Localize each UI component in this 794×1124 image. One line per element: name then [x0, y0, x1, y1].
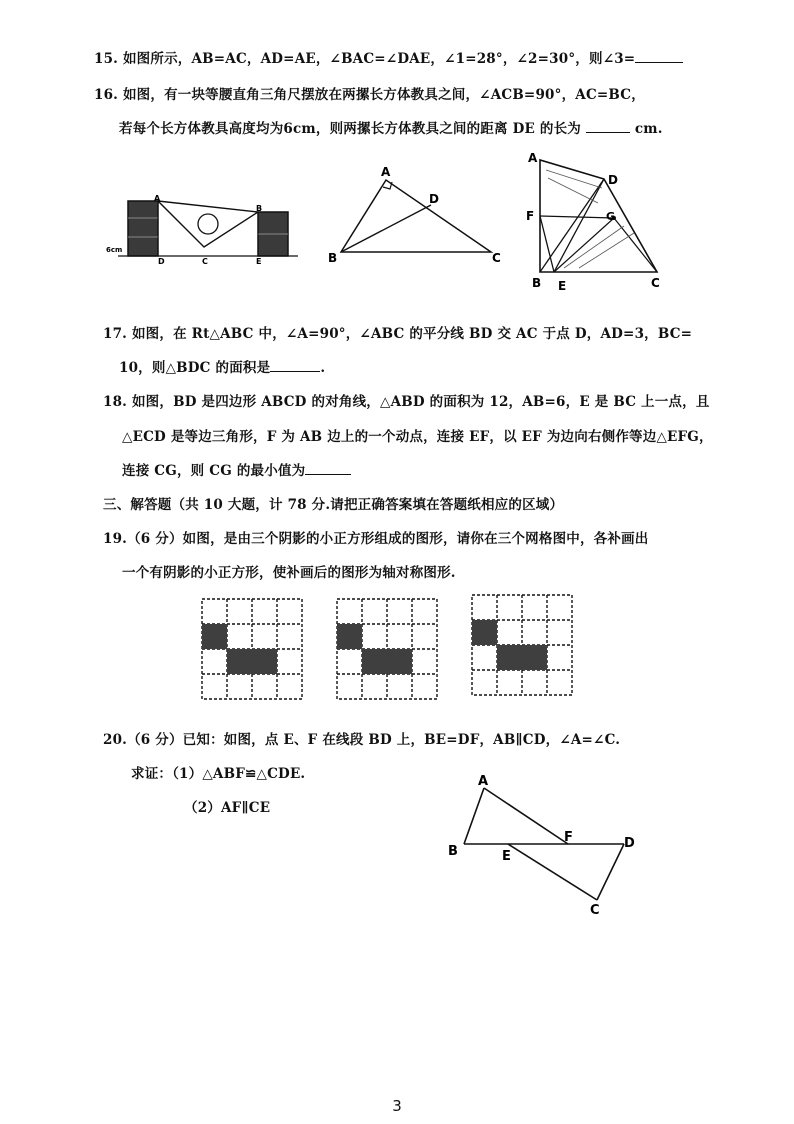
- grid-figure-1[interactable]: [201, 598, 303, 700]
- q17-line2-text: 10，则△BDC 的面积是: [119, 360, 271, 376]
- triangle-ruler: [158, 201, 258, 247]
- question-16-line1: 16. 如图，有一块等腰直角三角尺摆放在两摞长方体教具之间，∠ACB=90°，AC=BC，: [94, 87, 645, 103]
- fig16-label-a: A: [154, 194, 161, 203]
- figure-18: [524, 148, 674, 293]
- page-number: 3: [392, 1097, 402, 1115]
- fig20-label-f: F: [564, 830, 573, 845]
- fig17-label-d: D: [429, 192, 439, 206]
- question-17-line1: 17. 如图，在 Rt△ABC 中，∠A=90°，∠ABC 的平分线 BD 交 AC 于点 D，AD=3，BC=: [103, 326, 693, 342]
- fig20-label-d: D: [624, 836, 635, 851]
- question-18-line2: △ECD 是等边三角形，F 为 AB 边上的一个动点，连接 EF，以 EF 为边向右侧作等边△EFG，: [122, 429, 713, 445]
- shaded-cell: [202, 624, 227, 649]
- fig17-label-c: C: [492, 251, 501, 265]
- answer-blank-18[interactable]: [305, 462, 351, 475]
- answer-blank-15[interactable]: [635, 50, 683, 63]
- fig18-label-g: G: [606, 210, 616, 223]
- question-18-line1: 18. 如图，BD 是四边形 ABCD 的对角线，△ABD 的面积为 12，AB=6，E 是 BC 上一点，且: [103, 394, 710, 410]
- fig18-label-d: D: [608, 173, 618, 187]
- fig18-label-f: F: [526, 209, 535, 223]
- answer-blank-17[interactable]: [270, 359, 320, 372]
- question-18-line3: [122, 459, 351, 479]
- shaded-cell: [227, 649, 277, 674]
- question-17-line2: [119, 356, 325, 376]
- q15-text: 15. 如图所示，AB=AC，AD=AE，∠BAC=∠DAE，∠1=28°，∠2=30°，则∠3=: [94, 51, 636, 67]
- figure-16: [104, 192, 304, 272]
- fig20-label-a: A: [478, 774, 489, 789]
- fig16-label-6cm: 6cm: [106, 246, 123, 254]
- fig20-label-c: C: [590, 903, 600, 918]
- question-19-line2: 一个有阴影的小正方形，使补画后的图形为轴对称图形.: [122, 565, 456, 581]
- shaded-cell: [472, 620, 497, 645]
- fig20-label-b: B: [448, 844, 458, 859]
- question-15: [94, 47, 683, 67]
- answer-blank-16[interactable]: [586, 120, 630, 133]
- left-block-stack: [128, 201, 158, 256]
- q16-unit: cm.: [634, 121, 663, 137]
- shaded-cell: [362, 649, 412, 674]
- figure-20: [444, 768, 644, 920]
- shaded-cell: [497, 645, 547, 670]
- q17-end: .: [320, 360, 326, 376]
- question-20-line1: 20.（6 分）已知：如图，点 E、F 在线段 BD 上，BE=DF，AB∥CD，∠A=∠C.: [103, 732, 621, 748]
- section-3-heading: 三、解答题（共 10 大题，计 78 分.请把正确答案填在答题纸相应的区域）: [103, 497, 564, 513]
- fig17-label-a: A: [381, 165, 391, 179]
- fig18-label-c: C: [651, 276, 660, 290]
- fig16-label-e: E: [256, 257, 262, 266]
- question-20-line3: （2）AF∥CE: [184, 800, 271, 816]
- fig16-label-d: D: [158, 257, 165, 266]
- question-20-line2: 求证：（1）△ABF≌△CDE.: [131, 766, 306, 782]
- fig16-label-b: B: [256, 204, 263, 213]
- figure-17: [325, 160, 515, 270]
- grid-figure-3[interactable]: [471, 594, 573, 696]
- q16-line2-text: 若每个长方体教具高度均为6cm，则两摞长方体教具之间的距离 DE 的长为: [119, 121, 581, 137]
- grid-figure-2[interactable]: [336, 598, 438, 700]
- question-19-line1: 19.（6 分）如图，是由三个阴影的小正方形组成的图形，请你在三个网格图中，各补画出: [103, 531, 649, 547]
- question-16-line2: [119, 117, 663, 137]
- shaded-cell: [337, 624, 362, 649]
- fig16-label-c: C: [202, 257, 208, 266]
- fig17-label-b: B: [328, 251, 338, 265]
- fig18-label-e: E: [558, 279, 567, 293]
- q18-line3-text: 连接 CG，则 CG 的最小值为: [122, 463, 306, 479]
- fig18-label-b: B: [532, 276, 542, 290]
- triangle-abc: [341, 180, 491, 252]
- fig20-label-e: E: [502, 849, 511, 864]
- fig18-label-a: A: [528, 151, 538, 165]
